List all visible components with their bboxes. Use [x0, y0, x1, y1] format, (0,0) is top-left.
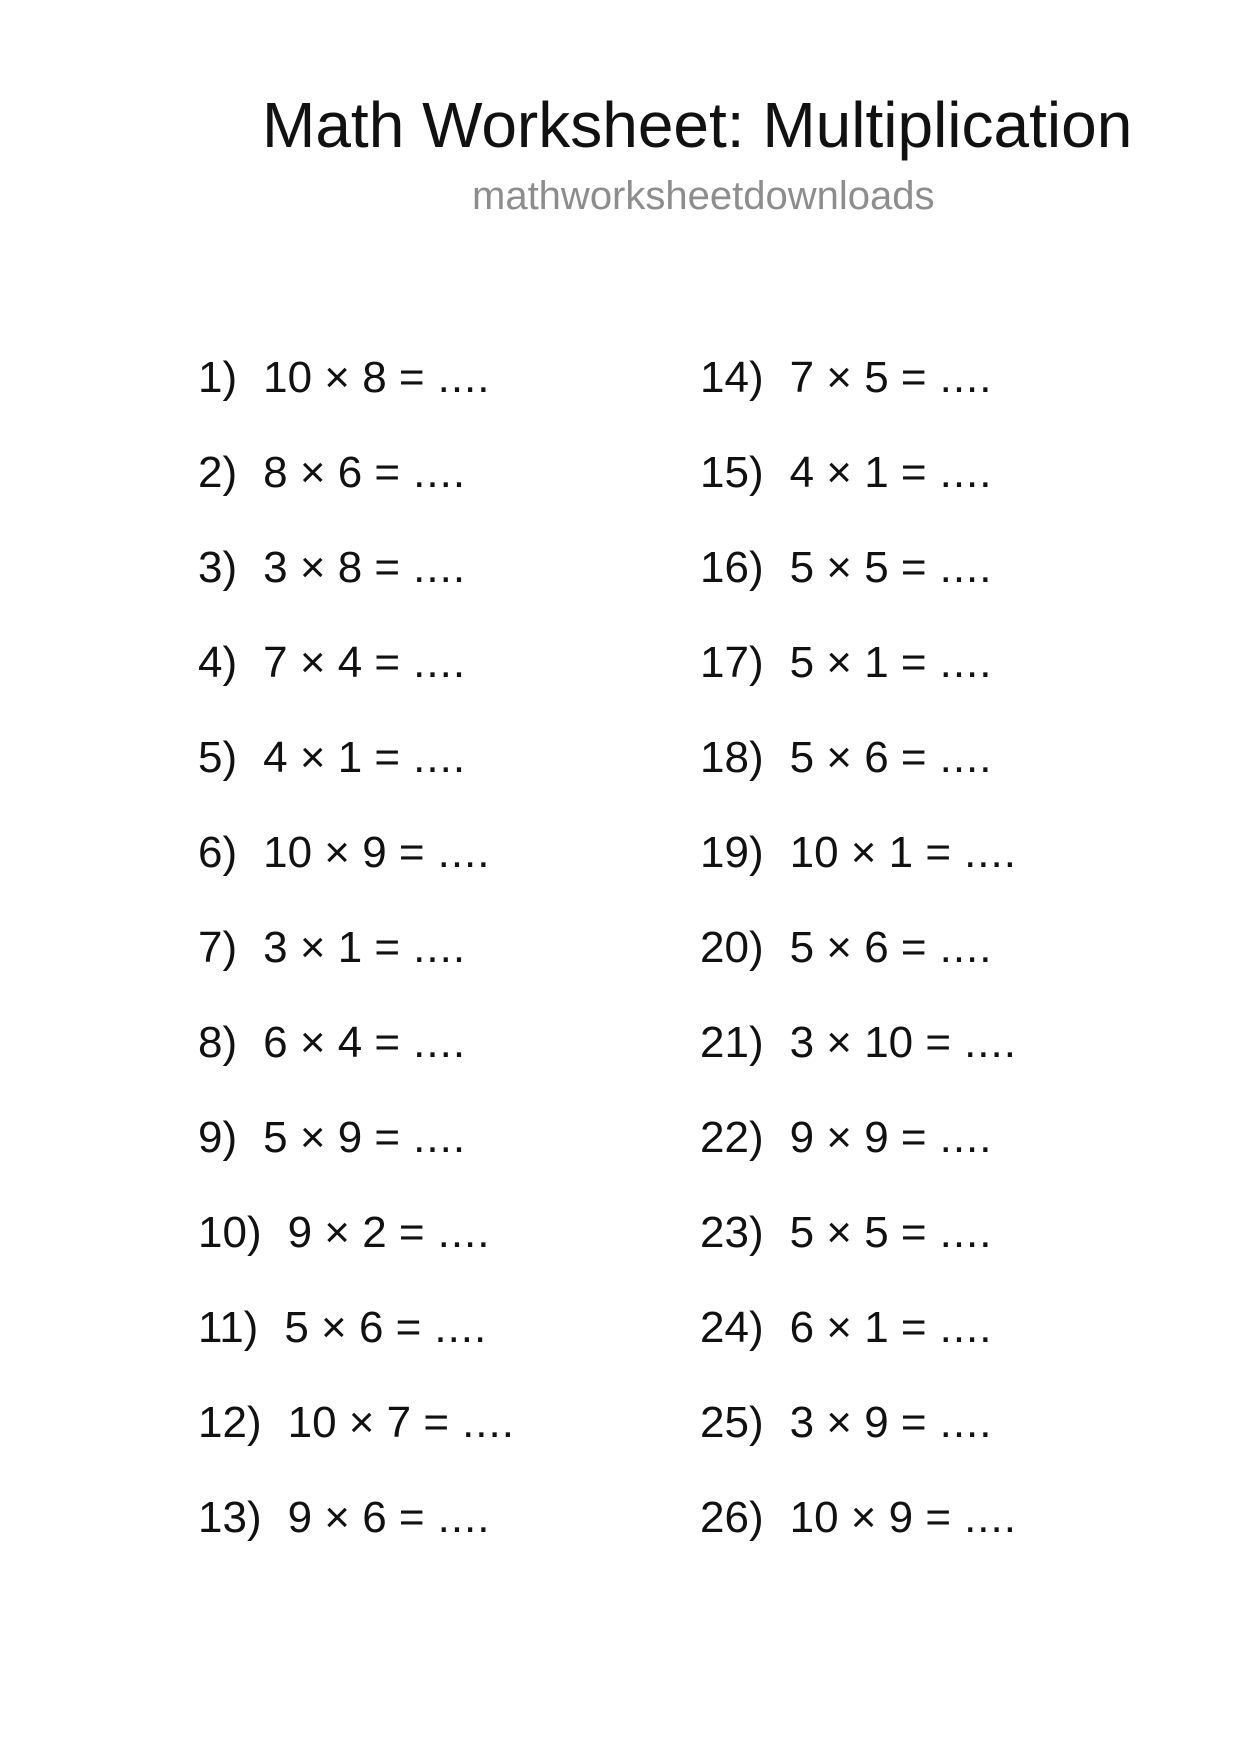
answer-blank: ....: [434, 1302, 488, 1352]
problem-row: [198, 805, 515, 900]
problem-expression: 5 × 6 =: [789, 732, 927, 782]
problem-row: [198, 1280, 515, 1375]
answer-blank: ....: [413, 922, 467, 972]
problem-row: [198, 425, 515, 520]
problem-expression: 4 × 1 =: [263, 732, 401, 782]
answer-blank: ....: [939, 352, 993, 402]
answer-blank: ....: [964, 1017, 1017, 1067]
problem-row: [198, 615, 515, 710]
problem-expression: 10 × 1 =: [789, 827, 952, 877]
answer-blank: ....: [413, 732, 467, 782]
problem-number: 4): [198, 637, 238, 687]
answer-blank: ....: [437, 1207, 491, 1257]
problem-expression: 9 × 2 =: [287, 1207, 425, 1257]
answer-blank: ....: [437, 352, 491, 402]
problem-row: [700, 1470, 1017, 1565]
answer-blank: ....: [413, 1017, 467, 1067]
page-subtitle: mathworksheetdownloads: [472, 174, 935, 218]
problem-expression: 6 × 1 =: [789, 1302, 927, 1352]
problem-number: 10): [198, 1207, 262, 1257]
problem-expression: 4 × 1 =: [789, 447, 927, 497]
answer-blank: ....: [462, 1397, 515, 1447]
answer-blank: ....: [413, 447, 467, 497]
problem-number: 8): [198, 1017, 238, 1067]
answer-blank: ....: [939, 637, 993, 687]
answer-blank: ....: [939, 1112, 993, 1162]
problem-number: 12): [198, 1397, 262, 1447]
answer-blank: ....: [413, 1112, 467, 1162]
answer-blank: ....: [413, 637, 467, 687]
problem-number: 23): [700, 1207, 764, 1257]
problem-number: 22): [700, 1112, 764, 1162]
problem-row: [198, 995, 515, 1090]
problem-expression: 9 × 6 =: [287, 1492, 425, 1542]
problem-row: [198, 1470, 515, 1565]
problem-row: [700, 520, 1017, 615]
problem-expression: 5 × 1 =: [789, 637, 927, 687]
problem-expression: 5 × 5 =: [789, 1207, 927, 1257]
problem-number: 24): [700, 1302, 764, 1352]
answer-blank: ....: [437, 1492, 491, 1542]
problem-row: [198, 1375, 515, 1470]
problem-row: [198, 520, 515, 615]
problem-row: [700, 615, 1017, 710]
problem-expression: 5 × 6 =: [789, 922, 927, 972]
problem-number: 11): [198, 1302, 259, 1352]
problem-row: [198, 900, 515, 995]
problem-number: 18): [700, 732, 764, 782]
problem-number: 17): [700, 637, 764, 687]
problem-expression: 5 × 6 =: [284, 1302, 422, 1352]
problem-expression: 10 × 9 =: [789, 1492, 952, 1542]
answer-blank: ....: [939, 1207, 993, 1257]
problem-number: 6): [198, 827, 238, 877]
problem-expression: 7 × 4 =: [263, 637, 401, 687]
problem-number: 25): [700, 1397, 764, 1447]
answer-blank: ....: [964, 827, 1017, 877]
problem-row: [198, 330, 515, 425]
problem-number: 13): [198, 1492, 262, 1542]
problems-column-left: [198, 330, 515, 1565]
problem-expression: 3 × 1 =: [263, 922, 401, 972]
problem-row: [700, 1090, 1017, 1185]
problem-row: [700, 710, 1017, 805]
problem-row: [700, 425, 1017, 520]
problem-number: 16): [700, 542, 764, 592]
problem-number: 3): [198, 542, 238, 592]
problem-expression: 10 × 8 =: [263, 352, 425, 402]
problem-row: [700, 995, 1017, 1090]
problem-expression: 8 × 6 =: [263, 447, 401, 497]
problem-expression: 10 × 7 =: [287, 1397, 450, 1447]
problem-expression: 3 × 8 =: [263, 542, 401, 592]
problem-expression: 10 × 9 =: [263, 827, 425, 877]
problem-expression: 5 × 5 =: [789, 542, 927, 592]
answer-blank: ....: [413, 542, 467, 592]
page-title: Math Worksheet: Multiplication: [262, 89, 1133, 161]
problem-row: [700, 330, 1017, 425]
answer-blank: ....: [939, 732, 993, 782]
answer-blank: ....: [939, 1397, 993, 1447]
answer-blank: ....: [939, 447, 993, 497]
problem-number: 15): [700, 447, 764, 497]
problem-number: 20): [700, 922, 764, 972]
problem-number: 2): [198, 447, 238, 497]
problem-expression: 3 × 9 =: [789, 1397, 927, 1447]
answer-blank: ....: [964, 1492, 1017, 1542]
problem-row: [198, 1090, 515, 1185]
problems-column-right: [700, 330, 1017, 1565]
problem-expression: 6 × 4 =: [263, 1017, 401, 1067]
problem-number: 19): [700, 827, 764, 877]
problem-row: [198, 1185, 515, 1280]
problem-number: 26): [700, 1492, 764, 1542]
problem-number: 1): [198, 352, 238, 402]
problem-row: [700, 805, 1017, 900]
problem-number: 7): [198, 922, 238, 972]
problem-row: [700, 1375, 1017, 1470]
problem-row: [198, 710, 515, 805]
problem-row: [700, 1185, 1017, 1280]
answer-blank: ....: [939, 922, 993, 972]
problem-expression: 3 × 10 =: [789, 1017, 952, 1067]
problem-expression: 7 × 5 =: [789, 352, 927, 402]
problem-row: [700, 1280, 1017, 1375]
problem-number: 14): [700, 352, 764, 402]
problem-number: 5): [198, 732, 238, 782]
problem-number: 9): [198, 1112, 238, 1162]
problem-number: 21): [700, 1017, 764, 1067]
answer-blank: ....: [939, 1302, 993, 1352]
problem-expression: 5 × 9 =: [263, 1112, 401, 1162]
answer-blank: ....: [437, 827, 491, 877]
problem-expression: 9 × 9 =: [789, 1112, 927, 1162]
problem-row: [700, 900, 1017, 995]
answer-blank: ....: [939, 542, 993, 592]
